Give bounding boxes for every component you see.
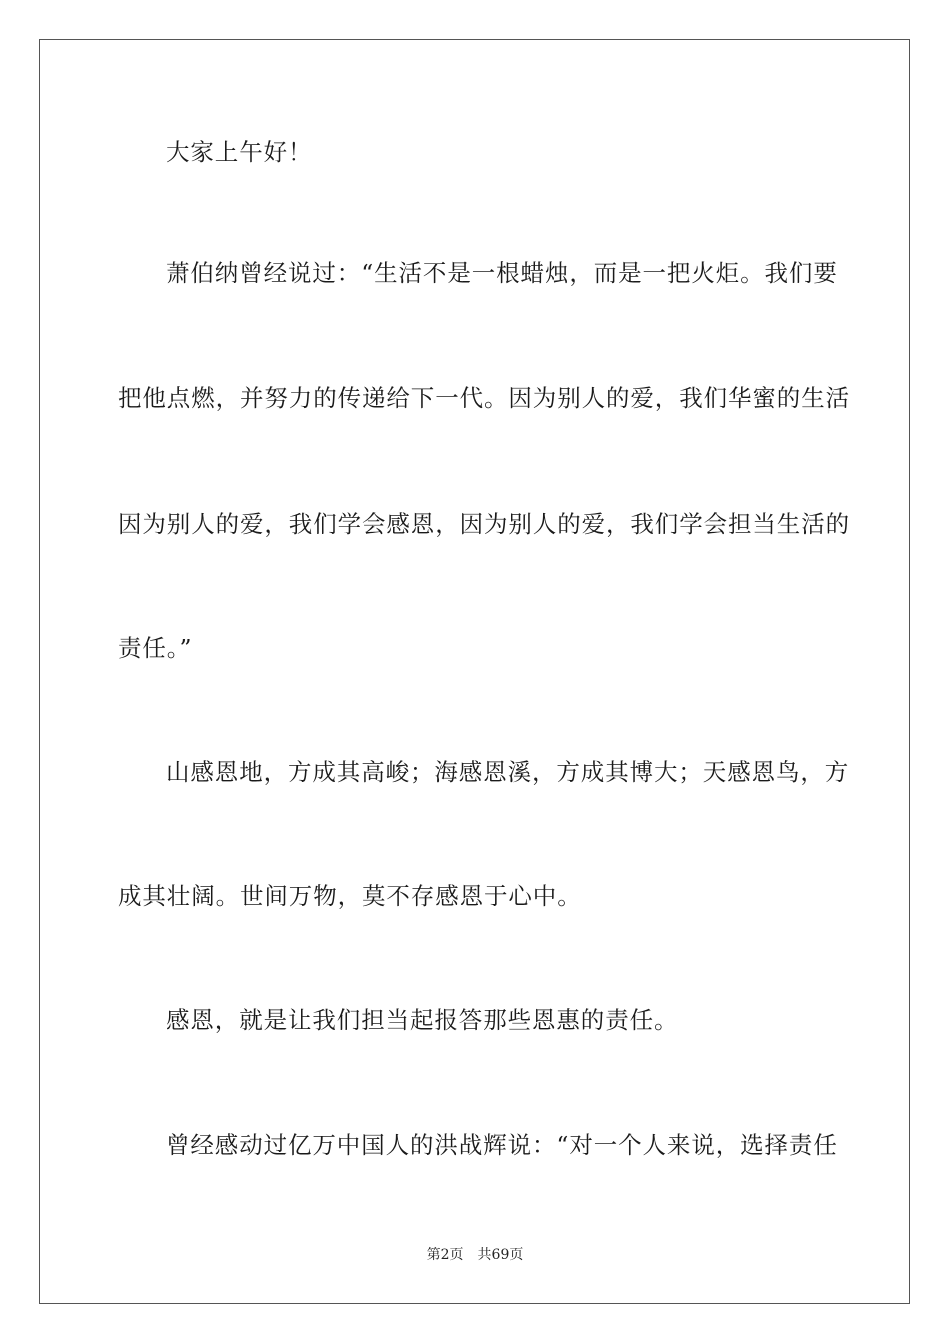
text-line: 萧伯纳曾经说过：“生活不是一根蜡烛，而是一把火炬。我们要 [166, 259, 838, 287]
text-line: 感恩，就是让我们担当起报答那些恩惠的责任。 [166, 1006, 679, 1034]
text-line: 曾经感动过亿万中国人的洪战辉说：“对一个人来说，选择责任 [166, 1131, 838, 1159]
total-pages: 共69页 [477, 1247, 524, 1263]
text-line: 责任。” [118, 634, 193, 662]
text-line: 大家上午好！ [166, 138, 313, 166]
text-line: 把他点燃，并努力的传递给下一代。因为别人的爱，我们华蜜的生活 [118, 384, 850, 412]
text-line: 成其壮阔。世间万物，莫不存感恩于心中。 [118, 882, 582, 910]
page-footer [0, 1246, 950, 1264]
text-line: 因为别人的爱，我们学会感恩，因为别人的爱，我们学会担当生活的 [118, 510, 850, 538]
text-line: 山感恩地，方成其高峻；海感恩溪，方成其博大；天感恩鸟，方 [166, 758, 850, 786]
page-number: 第2页 [426, 1247, 464, 1263]
page-border [39, 39, 910, 1304]
